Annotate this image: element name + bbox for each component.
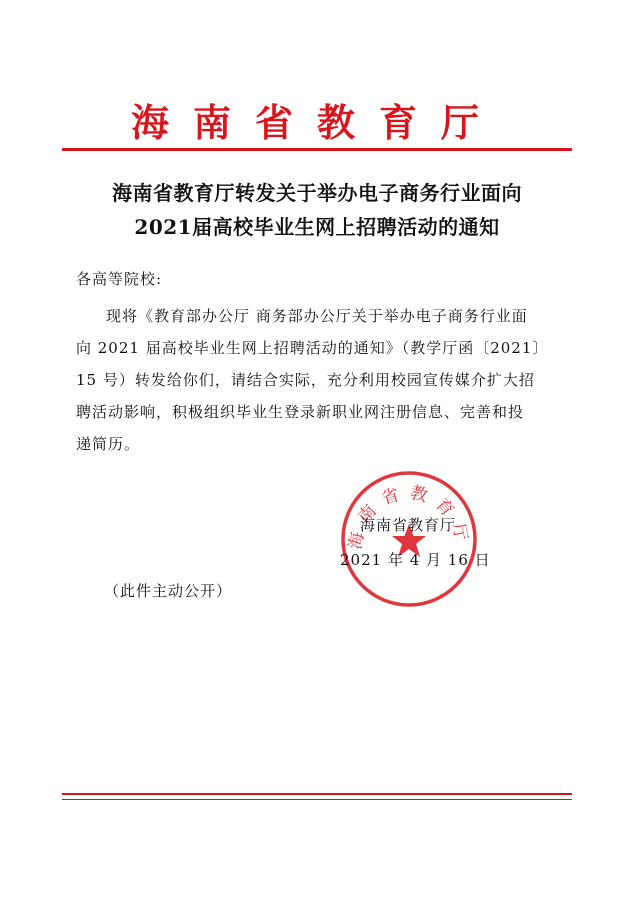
letterhead: 海南省教育厅 (130, 100, 503, 145)
footer-divider-thick (62, 793, 572, 795)
document-title (40, 176, 594, 244)
header-divider (62, 148, 572, 151)
public-note: （此件主动公开） (104, 582, 233, 600)
footer-divider-thin (62, 799, 572, 800)
title-line: 2021届高校毕业生网上招聘活动的通知 (134, 215, 500, 239)
body-line: 递简历。 (76, 435, 141, 453)
body-text (76, 300, 556, 460)
svg-text:海南省教育厅: 海南省教育厅 (345, 482, 473, 552)
body-line: 向 2021 届高校毕业生网上招聘活动的通知》（教学厅函〔2021〕 (76, 339, 549, 357)
official-seal (338, 468, 480, 610)
salutation: 各高等院校: (76, 270, 163, 288)
title-line: 海南省教育厅转发关于举办电子商务行业面向 (112, 181, 522, 205)
body-line: 15 号）转发给你们，请结合实际，充分利用校园宣传媒介扩大招 (76, 371, 535, 389)
seal-graphic (338, 468, 480, 610)
body-line: 聘活动影响，积极组织毕业生登录新职业网注册信息、完善和投 (76, 403, 525, 421)
body-line: 现将《教育部办公厅 商务部办公厅关于举办电子商务行业面 (106, 307, 528, 325)
signature-date: 2021 年 4 月 16 日 (340, 551, 491, 569)
signature-org: 海南省教育厅 (360, 516, 457, 534)
